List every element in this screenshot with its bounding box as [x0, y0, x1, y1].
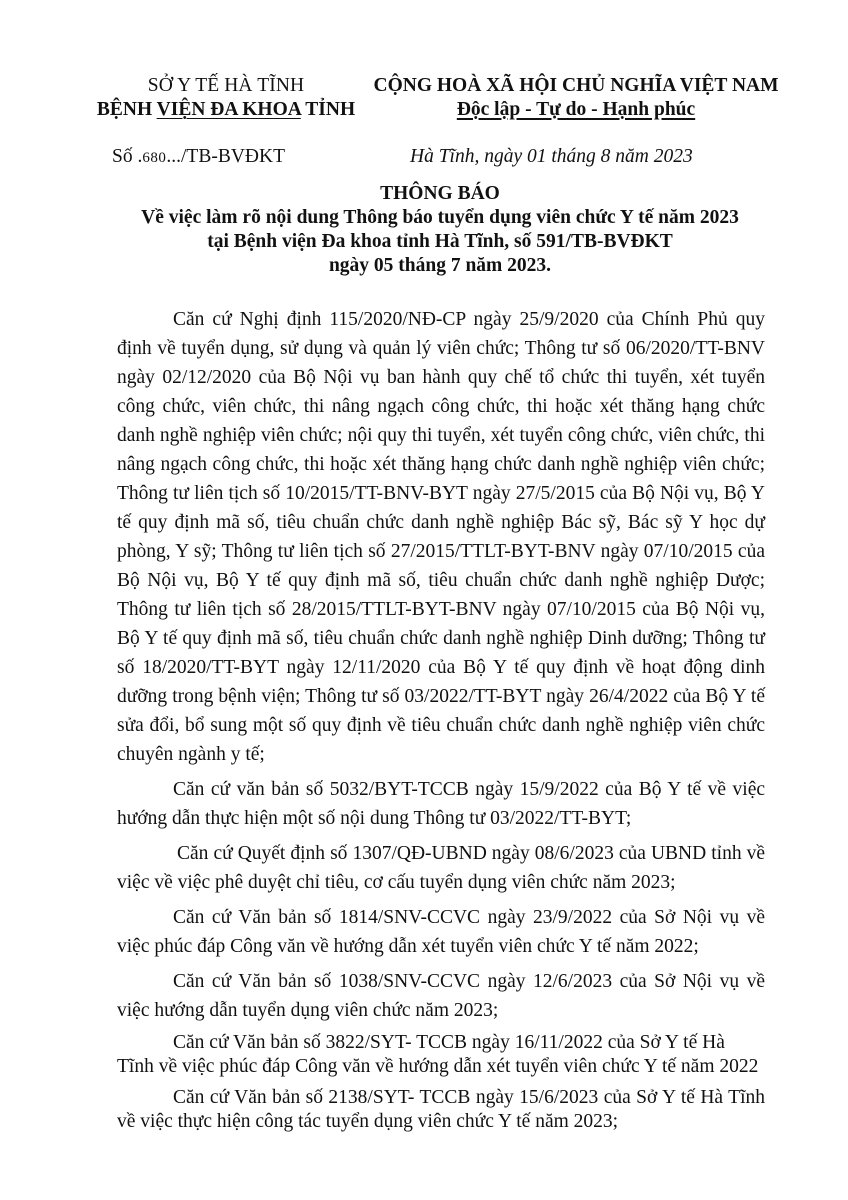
national-motto: Độc lập - Tự do - Hạnh phúc [456, 99, 696, 120]
subject-line: ngày 05 tháng 7 năm 2023. [328, 255, 552, 276]
legal-basis-paragraph: Căn cứ Văn bản số 3822/SYT- TCCB ngày 16/11/2022 của Sở Y tế Hà Tĩnh về việc phúc đáp Công văn về hướng dẫn xét tuyển viên chức Y tế năm 2022 [117, 1032, 759, 1077]
legal-basis-paragraph: Căn cứ Nghị định 115/2020/NĐ-CP ngày 25/9/2020 của Chính Phủ quy định về tuyển dụng, sử dụng và quản lý viên chức; Thông tư số 06/2020/TT-BNV ngày 02/12/2020 của Bộ Nội vụ ban hành quy chế tổ chức thi tuyển, xét tuyển công chức, viên chức, thi nâng ngạch công chức, thi hoặc xét thăng hạng chức danh nghề nghiệp viên chức; nội quy thi tuyển, xét tuyển công chức, viên chức, thi nâng ngạch công chức, thi hoặc xét thăng hạng chức danh nghề nghiệp viên chức; Thông tư liên tịch số 10/2015/TT-BNV-BYT ngày 27/5/2015 của Bộ Nội vụ, Bộ Y tế quy định mã số, tiêu chuẩn chức danh nghề nghiệp Bác sỹ, Bác sỹ Y học dự phòng, Y sỹ; Thông tư liên tịch số 27/2015/TTLT-BYT-BNV ngày 07/10/2015 của Bộ Nội vụ, Bộ Y tế quy định mã số, tiêu chuẩn chức danh nghề nghiệp Dược; Thông tư liên tịch số 28/2015/TTLT-BYT-BNV ngày 07/10/2015 của Bộ Nội vụ, Bộ Y tế quy định mã số, tiêu chuẩn chức danh nghề nghiệp Dinh dưỡng; Thông tư số 18/2020/TT-BYT ngày 12/11/2020 của Bộ Y tế quy định về hoạt động dinh dưỡng trong bệnh viện; Thông tư số 03/2022/TT-BYT ngày 26/4/2022 của Bộ Y tế sửa đổi, bổ sung một số quy định về tiêu chuẩn chức danh nghề nghiệp viên chức chuyên ngành y tế; [117, 309, 765, 765]
doc-number-prefix: Số . [112, 146, 143, 167]
document-body [117, 305, 765, 1141]
document-title-block [100, 182, 780, 278]
org-suffix: TỈNH [300, 99, 356, 120]
subject-line: tại Bệnh viện Đa khoa tỉnh Hà Tĩnh, số 591/TB-BVĐKT [207, 231, 673, 252]
legal-basis-paragraph: Căn cứ Văn bản số 2138/SYT- TCCB ngày 15/6/2023 của Sở Y tế Hà Tĩnh về việc thực hiện công tác tuyển dụng viên chức Y tế năm 2023; [117, 1087, 765, 1132]
parent-agency: SỞ Y TẾ HÀ TĨNH [147, 75, 305, 96]
nation-name: CỘNG HOÀ XÃ HỘI CHỦ NGHĨA VIỆT NAM [373, 75, 779, 96]
org-prefix: BỆNH [96, 99, 157, 120]
issuing-agency-block [92, 74, 360, 122]
document-number [112, 145, 285, 170]
doc-number-value: 680 [142, 150, 167, 166]
legal-basis-paragraph: Căn cứ Văn bản số 1814/SNV-CCVC ngày 23/9/2022 của Sở Nội vụ về việc phúc đáp Công văn về hướng dẫn xét tuyển viên chức Y tế năm 2022; [117, 907, 765, 957]
org-underlined: VIỆN ĐA KHOA [156, 99, 301, 120]
legal-basis-paragraph: Căn cứ Quyết định số 1307/QĐ-UBND ngày 08/6/2023 của UBND tỉnh về việc về việc phê duyệt chỉ tiêu, cơ cấu tuyển dụng viên chức năm 2023; [117, 843, 765, 893]
place-and-date: Hà Tĩnh, ngày 01 tháng 8 năm 2023 [410, 146, 693, 167]
legal-basis-paragraph: Căn cứ Văn bản số 1038/SNV-CCVC ngày 12/6/2023 của Sở Nội vụ về việc hướng dẫn tuyển dụng viên chức năm 2023; [117, 971, 765, 1021]
issuing-organization [92, 98, 360, 122]
national-header-block [352, 74, 800, 122]
legal-basis-paragraph: Căn cứ văn bản số 5032/BYT-TCCB ngày 15/9/2022 của Bộ Y tế về việc hướng dẫn thực hiện một số nội dung Thông tư 03/2022/TT-BYT; [117, 779, 765, 829]
doc-number-suffix: .../TB-BVĐKT [166, 146, 285, 167]
subject-line: Về việc làm rõ nội dung Thông báo tuyển dụng viên chức Y tế năm 2023 [141, 207, 739, 228]
document-type: THÔNG BÁO [380, 183, 500, 204]
